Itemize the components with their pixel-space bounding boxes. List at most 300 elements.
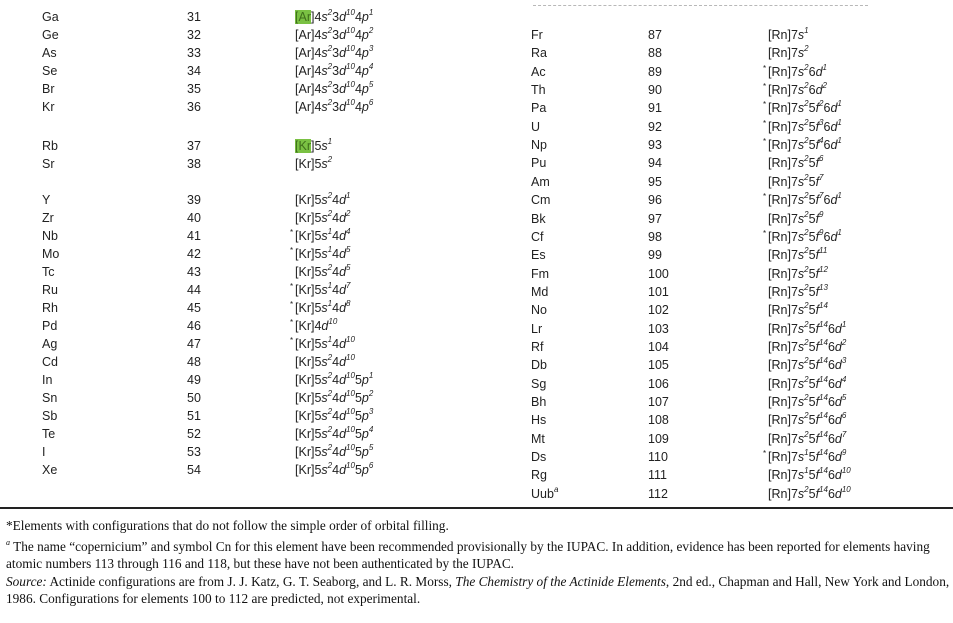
electron-count: 2	[327, 460, 333, 470]
orbital-letter: d	[834, 450, 842, 464]
irregular-asterisk: *	[763, 192, 767, 201]
electron-count: 9	[819, 209, 824, 219]
electron-count: 14	[819, 300, 828, 310]
core-shell: Kr	[298, 373, 311, 387]
core-shell: Rn	[771, 450, 788, 464]
electron-count: 10	[346, 406, 355, 416]
core-shell: Kr	[298, 139, 311, 153]
electron-count: 1	[368, 7, 374, 17]
core-shell: Kr	[298, 229, 311, 243]
electron-count: 2	[819, 98, 824, 108]
orbital-letter: f	[815, 138, 820, 152]
table-row	[0, 389, 520, 407]
orbital-letter: s	[797, 65, 805, 79]
orbital-letter: d	[339, 247, 347, 261]
element-symbol: Zr	[42, 211, 54, 225]
electron-count: 3	[368, 43, 374, 53]
electron-count: 13	[819, 282, 828, 292]
electron-count: 5	[368, 79, 374, 89]
footnote-star	[6, 517, 950, 534]
table-row	[520, 136, 940, 154]
orbital-letter: f	[815, 101, 820, 115]
orbital-letter: s	[797, 230, 805, 244]
core-shell: Rn	[771, 303, 788, 317]
orbital-letter: f	[815, 340, 820, 354]
element-symbol: Ag	[42, 337, 58, 351]
core-shell: Kr	[298, 193, 311, 207]
atomic-number: 109	[648, 432, 669, 446]
electron-count: 2	[327, 43, 333, 53]
electron-count: 2	[804, 227, 809, 237]
orbital-letter: s	[797, 487, 805, 501]
core-shell: Kr	[298, 391, 311, 405]
electron-count: 10	[346, 79, 355, 89]
core-shell: Rn	[771, 138, 788, 152]
electron-count: 2	[327, 370, 333, 380]
electron-configuration: $[Rn]7s^25f^{14}6d^3$	[768, 355, 847, 372]
electron-configuration: $[Kr]5s^1$	[295, 136, 333, 153]
atomic-number: 46	[187, 319, 201, 333]
electron-count: 1	[327, 334, 333, 344]
orbital-letter: s	[321, 46, 328, 60]
electron-count: 2	[804, 410, 809, 420]
electron-count: 2	[804, 319, 809, 329]
atomic-number: 35	[187, 82, 201, 96]
orbital-letter: f	[815, 322, 820, 336]
element-symbol: No	[531, 303, 547, 317]
element-symbol: Lr	[531, 322, 543, 336]
orbital-letter: s	[797, 83, 805, 97]
orbital-letter: s	[321, 391, 328, 405]
electron-count: 14	[819, 410, 828, 420]
electron-count: 2	[804, 80, 809, 90]
irregular-asterisk: *	[290, 228, 294, 237]
electron-count: 2	[804, 153, 809, 163]
orbital-letter: s	[321, 355, 328, 369]
atomic-number: 102	[648, 303, 669, 317]
electron-count: 6	[819, 153, 824, 163]
electron-count: 1	[837, 117, 842, 127]
core-shell: Kr	[298, 355, 311, 369]
orbital-letter: d	[339, 409, 347, 423]
atomic-number: 39	[187, 193, 201, 207]
orbital-letter: f	[815, 468, 820, 482]
electron-configuration: $[Kr]5s^2$	[295, 154, 333, 171]
core-shell: Ar	[298, 28, 311, 42]
orbital-letter: s	[797, 303, 805, 317]
irregular-asterisk: *	[290, 300, 294, 309]
table-row	[520, 320, 940, 338]
electron-configuration: $[Rn]7s^15f^{14}6d^9$	[768, 447, 847, 464]
footnote-a-marker: a	[6, 537, 10, 547]
electron-count: 2	[804, 62, 809, 72]
atomic-number: 105	[648, 358, 669, 372]
electron-count: 1	[837, 135, 842, 145]
electron-configuration: $[Kr]5s^14d^{10}$	[295, 334, 355, 351]
orbital-letter: s	[797, 156, 805, 170]
orbital-letter: d	[339, 211, 347, 225]
orbital-letter: p	[361, 46, 369, 60]
source-book-title: The Chemistry of the Actinide Elements	[455, 574, 666, 589]
element-symbol: Db	[531, 358, 547, 372]
core-shell: Kr	[298, 247, 311, 261]
electron-count: 14	[819, 355, 828, 365]
electron-configuration: $[Kr]5s^14d^4$	[295, 226, 351, 243]
core-shell: Kr	[298, 283, 311, 297]
core-shell: Rn	[771, 487, 788, 501]
electron-count: 10	[346, 97, 355, 107]
electron-count: 10	[346, 442, 355, 452]
irregular-asterisk: *	[763, 100, 767, 109]
electron-count: 2	[327, 154, 333, 164]
electron-count: 8	[346, 298, 351, 308]
electron-count: 1	[327, 244, 333, 254]
electron-count: 10	[346, 424, 355, 434]
element-symbol: Fm	[531, 267, 550, 281]
irregular-asterisk: *	[290, 318, 294, 327]
element-symbol: Br	[42, 82, 55, 96]
electron-count: 10	[346, 460, 355, 470]
element-symbol: Ds	[531, 450, 547, 464]
core-shell: Rn	[771, 65, 788, 79]
element-symbol: Np	[531, 138, 547, 152]
electron-count: 2	[804, 43, 809, 53]
electron-configuration: $[Kr]5s^24d^{10}5p^5$	[295, 442, 374, 459]
electron-configuration: $[Rn]7s^25f^{14}6d^4$	[768, 374, 847, 391]
table-row	[520, 81, 940, 99]
core-shell: Ar	[298, 82, 311, 96]
orbital-letter: s	[321, 64, 328, 78]
electron-count: 2	[327, 352, 333, 362]
electron-configuration: $[Ar]4s^23d^{10}4p^5$	[295, 79, 374, 96]
electron-count: 2	[804, 264, 809, 274]
electron-configuration: $[Kr]5s^24d^{10}5p^3$	[295, 406, 374, 423]
table-row	[0, 245, 520, 263]
table-row	[0, 299, 520, 317]
table-row	[520, 26, 940, 44]
core-shell: Rn	[771, 340, 788, 354]
core-shell: Rn	[771, 193, 788, 207]
element-symbol: Pa	[531, 101, 547, 115]
orbital-letter: s	[321, 82, 328, 96]
element-symbol: In	[42, 373, 53, 387]
electron-configuration: $[Rn]7s^25f^{12}$	[768, 264, 828, 281]
atomic-number: 88	[648, 46, 662, 60]
electron-count: 11	[819, 245, 828, 255]
electron-count: 1	[804, 25, 809, 35]
electron-count: 2	[804, 374, 809, 384]
orbital-letter: f	[815, 212, 820, 226]
element-symbol: Pd	[42, 319, 58, 333]
atomic-number: 97	[648, 212, 662, 226]
orbital-letter: d	[834, 468, 842, 482]
electron-count: 1	[837, 227, 842, 237]
electron-count: 5	[346, 244, 351, 254]
orbital-letter: d	[339, 337, 347, 351]
orbital-letter: d	[339, 391, 347, 405]
table-row	[0, 263, 520, 281]
table-row	[0, 443, 520, 461]
orbital-letter: d	[339, 355, 347, 369]
orbital-letter: d	[339, 82, 347, 96]
table-row	[0, 227, 520, 245]
table-row	[0, 155, 520, 173]
electron-configuration: $[Rn]7s^15f^{14}6d^{10}$	[768, 465, 851, 482]
element-symbol: Mo	[42, 247, 60, 261]
electron-configuration: $[Rn]7s^25f^{14}6d^1$	[768, 319, 847, 336]
table-row	[0, 8, 520, 26]
core-shell: Rn	[771, 230, 788, 244]
electron-configuration: $[Rn]7s^25f^46d^1$	[768, 135, 842, 152]
orbital-letter: d	[339, 28, 347, 42]
electron-count: 7	[819, 190, 824, 200]
core-shell: Ar	[298, 10, 311, 24]
element-symbol: Am	[531, 175, 550, 189]
atomic-number: 89	[648, 65, 662, 79]
irregular-asterisk: *	[290, 336, 294, 345]
orbital-letter: s	[797, 28, 805, 42]
electron-count: 2	[327, 442, 333, 452]
orbital-letter: s	[797, 450, 805, 464]
electron-count: 10	[346, 43, 355, 53]
electron-configuration: $[Rn]7s^25f^{14}$	[768, 300, 828, 317]
core-shell: Rn	[771, 212, 788, 226]
orbital-letter: f	[815, 285, 820, 299]
orbital-letter: d	[834, 358, 842, 372]
electron-configuration: $[Ar]4s^23d^{10}4p^3$	[295, 43, 374, 60]
electron-configuration: $[Rn]7s^25f^{14}6d^2$	[768, 337, 847, 354]
atomic-number: 31	[187, 10, 201, 24]
table-row	[0, 317, 520, 335]
atomic-number: 112	[648, 487, 668, 501]
atomic-number: 92	[648, 120, 662, 134]
orbital-letter: s	[797, 285, 805, 299]
core-shell: Rn	[771, 175, 788, 189]
orbital-letter: d	[339, 265, 347, 279]
orbital-letter: f	[815, 395, 820, 409]
orbital-letter: d	[339, 463, 347, 477]
atomic-number: 104	[648, 340, 669, 354]
electron-count: 2	[327, 388, 333, 398]
element-symbol: Sr	[42, 157, 55, 171]
orbital-letter: s	[321, 193, 328, 207]
electron-configuration: $[Kr]5s^24d^1$	[295, 190, 351, 207]
orbital-letter: p	[361, 427, 369, 441]
electron-count: 2	[804, 300, 809, 310]
orbital-letter: s	[797, 340, 805, 354]
electron-configuration: $[Rn]7s^25f^76d^1$	[768, 190, 842, 207]
electron-count: 9	[819, 227, 824, 237]
orbital-letter: d	[834, 322, 842, 336]
electron-configuration: $[Kr]5s^24d^{10}5p^4$	[295, 424, 374, 441]
electron-count: 6	[368, 97, 374, 107]
electron-configuration: $[Rn]7s^25f^{13}$	[768, 282, 828, 299]
orbital-letter: d	[339, 10, 347, 24]
orbital-letter: d	[321, 319, 329, 333]
table-row	[520, 430, 940, 448]
table-row	[520, 283, 940, 301]
element-symbol: Cd	[42, 355, 58, 369]
irregular-asterisk: *	[763, 229, 767, 238]
atomic-number: 93	[648, 138, 662, 152]
electron-count: 12	[819, 264, 828, 274]
table-row	[0, 209, 520, 227]
table-row	[520, 375, 940, 393]
atomic-number: 54	[187, 463, 201, 477]
atomic-number: 42	[187, 247, 201, 261]
orbital-letter: s	[321, 427, 328, 441]
table-row	[520, 301, 940, 319]
element-symbol: Rg	[531, 468, 547, 482]
table-row	[0, 80, 520, 98]
electron-configuration: $[Kr]5s^24d^{10}5p^6$	[295, 460, 374, 477]
element-symbol: Th	[531, 83, 546, 97]
orbital-letter: s	[321, 373, 328, 387]
electron-count: 2	[327, 7, 333, 17]
orbital-letter: f	[815, 193, 820, 207]
orbital-letter: f	[815, 432, 820, 446]
element-symbol: Cf	[531, 230, 544, 244]
electron-configuration: $[Kr]5s^14d^5$	[295, 244, 351, 261]
orbital-letter: d	[339, 100, 347, 114]
orbital-letter: s	[321, 445, 328, 459]
electron-count: 10	[841, 465, 851, 475]
table-row	[520, 44, 940, 62]
electron-count: 1	[327, 298, 333, 308]
electron-count: 10	[346, 334, 355, 344]
element-symbol: Rh	[42, 301, 58, 315]
orbital-letter: s	[797, 101, 805, 115]
irregular-asterisk: *	[763, 449, 767, 458]
electron-configuration: $[Rn]7s^2$	[768, 43, 809, 60]
orbital-letter: s	[321, 337, 328, 351]
electron-configuration: $[Rn]7s^26d^1$	[768, 62, 827, 79]
electron-count: 1	[841, 319, 847, 329]
highlight-marker: [Kr	[295, 139, 311, 153]
atomic-number: 47	[187, 337, 201, 351]
element-symbol: Nb	[42, 229, 58, 243]
electron-configuration: $[Rn]7s^25f^{14}6d^5$	[768, 392, 847, 409]
table-row	[520, 191, 940, 209]
electron-configuration: $[Rn]7s^25f^36d^1$	[768, 117, 842, 134]
orbital-letter: s	[321, 409, 328, 423]
electron-count: 14	[819, 337, 828, 347]
orbital-letter: s	[321, 211, 328, 225]
orbital-letter: f	[815, 377, 820, 391]
atomic-number: 41	[187, 229, 201, 243]
electron-count: 1	[837, 98, 842, 108]
orbital-letter: p	[361, 409, 369, 423]
atomic-number: 101	[648, 285, 669, 299]
core-shell: Kr	[298, 409, 311, 423]
table-row	[520, 448, 940, 466]
electron-configuration: $[Rn]7s^25f^{14}6d^6$	[768, 410, 847, 427]
atomic-number: 37	[187, 139, 201, 153]
orbital-letter: s	[797, 46, 805, 60]
table-row	[520, 210, 940, 228]
electron-count: 2	[327, 424, 333, 434]
element-symbol: Uub$^a$	[531, 484, 559, 501]
table-row	[520, 393, 940, 411]
electron-count: 2	[804, 190, 809, 200]
element-symbol: Sb	[42, 409, 58, 423]
orbital-letter: d	[815, 65, 823, 79]
core-shell: Ar	[298, 46, 311, 60]
electron-configuration: $[Rn]7s^25f^26d^1$	[768, 98, 842, 115]
electron-configuration: $[Kr]5s^24d^{10}5p^2$	[295, 388, 374, 405]
irregular-asterisk: *	[763, 119, 767, 128]
electron-count: 1	[327, 226, 333, 236]
electron-count: 10	[346, 388, 355, 398]
electron-count: 2	[346, 208, 351, 218]
orbital-letter: f	[815, 450, 820, 464]
electron-count: 14	[819, 465, 828, 475]
core-shell: Rn	[771, 267, 788, 281]
electron-count: 2	[368, 25, 374, 35]
table-row	[520, 356, 940, 374]
electron-count: 14	[819, 429, 828, 439]
electron-count: 14	[819, 484, 828, 494]
electron-count: 5	[368, 442, 374, 452]
core-shell: Kr	[298, 427, 311, 441]
electron-count: 7	[819, 172, 824, 182]
electron-configuration: $[Kr]5s^14d^8$	[295, 298, 351, 315]
orbital-letter: s	[321, 229, 328, 243]
core-shell: Kr	[298, 211, 311, 225]
table-row	[0, 62, 520, 80]
element-symbol: Ru	[42, 283, 58, 297]
element-symbol: Sg	[531, 377, 547, 391]
atomic-number: 90	[648, 83, 662, 97]
electron-count: 4	[368, 424, 374, 434]
electron-configuration: $[Rn]7s^25f^{11}$	[768, 245, 828, 262]
core-shell: Rn	[771, 395, 788, 409]
electron-count: 2	[804, 355, 809, 365]
orbital-letter: s	[797, 248, 805, 262]
table-row	[520, 466, 940, 484]
orbital-letter: d	[830, 193, 838, 207]
footnote-star-text: *Elements with configurations that do not follow the simple order of orbital filling.	[6, 518, 449, 533]
orbital-letter: f	[815, 487, 820, 501]
orbital-letter: d	[830, 120, 838, 134]
electron-configuration: $[Kr]5s^14d^7$	[295, 280, 351, 297]
core-shell: Rn	[771, 101, 788, 115]
orbital-letter: f	[815, 120, 820, 134]
orbital-letter: s	[797, 413, 805, 427]
element-symbol: Kr	[42, 100, 55, 114]
electron-count: 4	[346, 226, 351, 236]
core-shell: Kr	[298, 301, 311, 315]
orbital-letter: f	[815, 267, 820, 281]
orbital-letter: s	[797, 267, 805, 281]
electron-count: 14	[819, 374, 828, 384]
table-row	[0, 191, 520, 209]
electron-count: 1	[837, 190, 842, 200]
highlight-marker: [Ar	[295, 10, 311, 24]
core-shell: Rn	[771, 28, 788, 42]
orbital-letter: d	[834, 487, 842, 501]
atomic-number: 91	[648, 101, 662, 115]
orbital-letter: s	[797, 358, 805, 372]
electron-count: 1	[822, 62, 827, 72]
electron-count: 6	[368, 460, 374, 470]
orbital-letter: d	[339, 229, 347, 243]
electron-count: 4	[819, 135, 824, 145]
atomic-number: 103	[648, 322, 669, 336]
orbital-letter: f	[815, 413, 820, 427]
footnote-divider	[0, 507, 953, 509]
irregular-asterisk: *	[763, 82, 767, 91]
